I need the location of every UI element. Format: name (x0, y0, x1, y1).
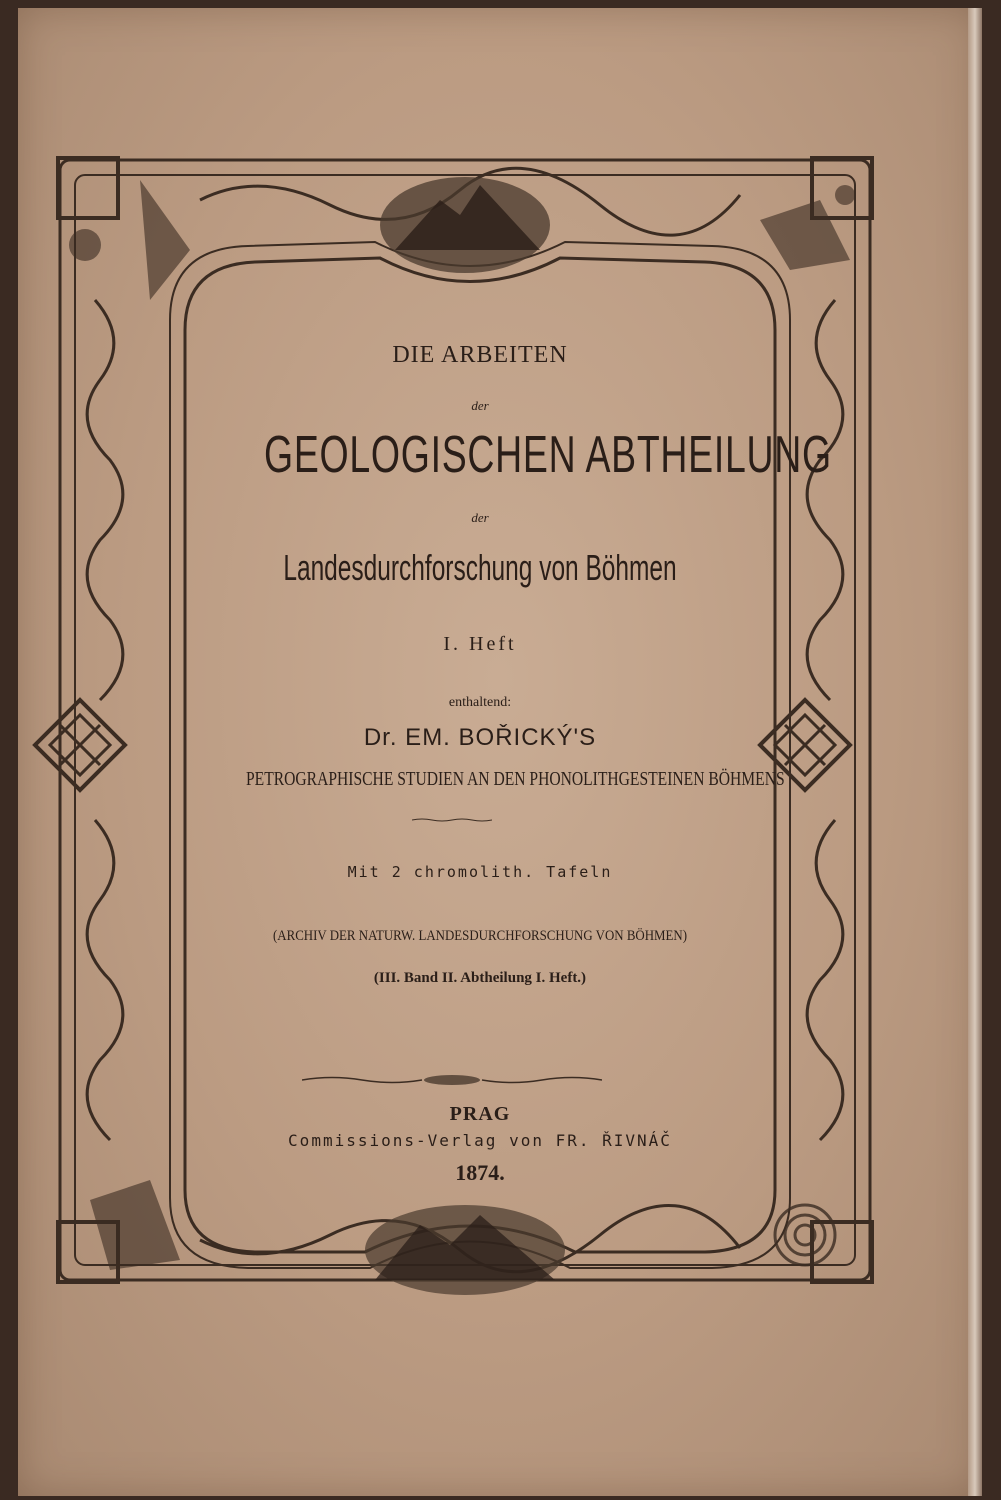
top-right-illustration (760, 185, 855, 270)
city: PRAG (449, 1103, 511, 1125)
subtitle: Landesdurchforschung von Böhmen (283, 547, 677, 588)
publisher: Commissions-Verlag von FR. ŘIVNÁČ (288, 1131, 672, 1150)
ornamental-divider (302, 1073, 602, 1087)
der-line-2: der (471, 510, 489, 525)
issue-number: I. Heft (443, 633, 517, 655)
divider-line (412, 818, 492, 822)
der-line-1: der (471, 398, 489, 413)
bottom-left-illustration (90, 1180, 180, 1270)
author: Dr. EM. BOŘICKÝ'S (363, 724, 597, 751)
top-mountain-vignette (380, 177, 550, 273)
work-title: PETROGRAPHISCHE STUDIEN AN DEN PHONOLITHGESTEINEN BÖHMENS (246, 768, 785, 790)
containing-label: enthaltend: (448, 695, 512, 710)
series-title: (ARCHIV DER NATURW. LANDESDURCHFORSCHUNG VON BÖHMEN) (272, 928, 688, 944)
title-small: DIE ARBEITEN (392, 342, 568, 368)
bottom-right-illustration (775, 1205, 835, 1265)
volume-info: (III. Band II. Abtheilung I. Heft.) (373, 970, 587, 986)
main-title: GEOLOGISCHEN ABTHEILUNG (264, 426, 832, 484)
year: 1874. (455, 1160, 505, 1185)
top-left-illustration (69, 180, 190, 300)
bottom-mountain-vignette (365, 1205, 565, 1295)
plates-note: Mit 2 chromolith. Tafeln (347, 863, 613, 881)
